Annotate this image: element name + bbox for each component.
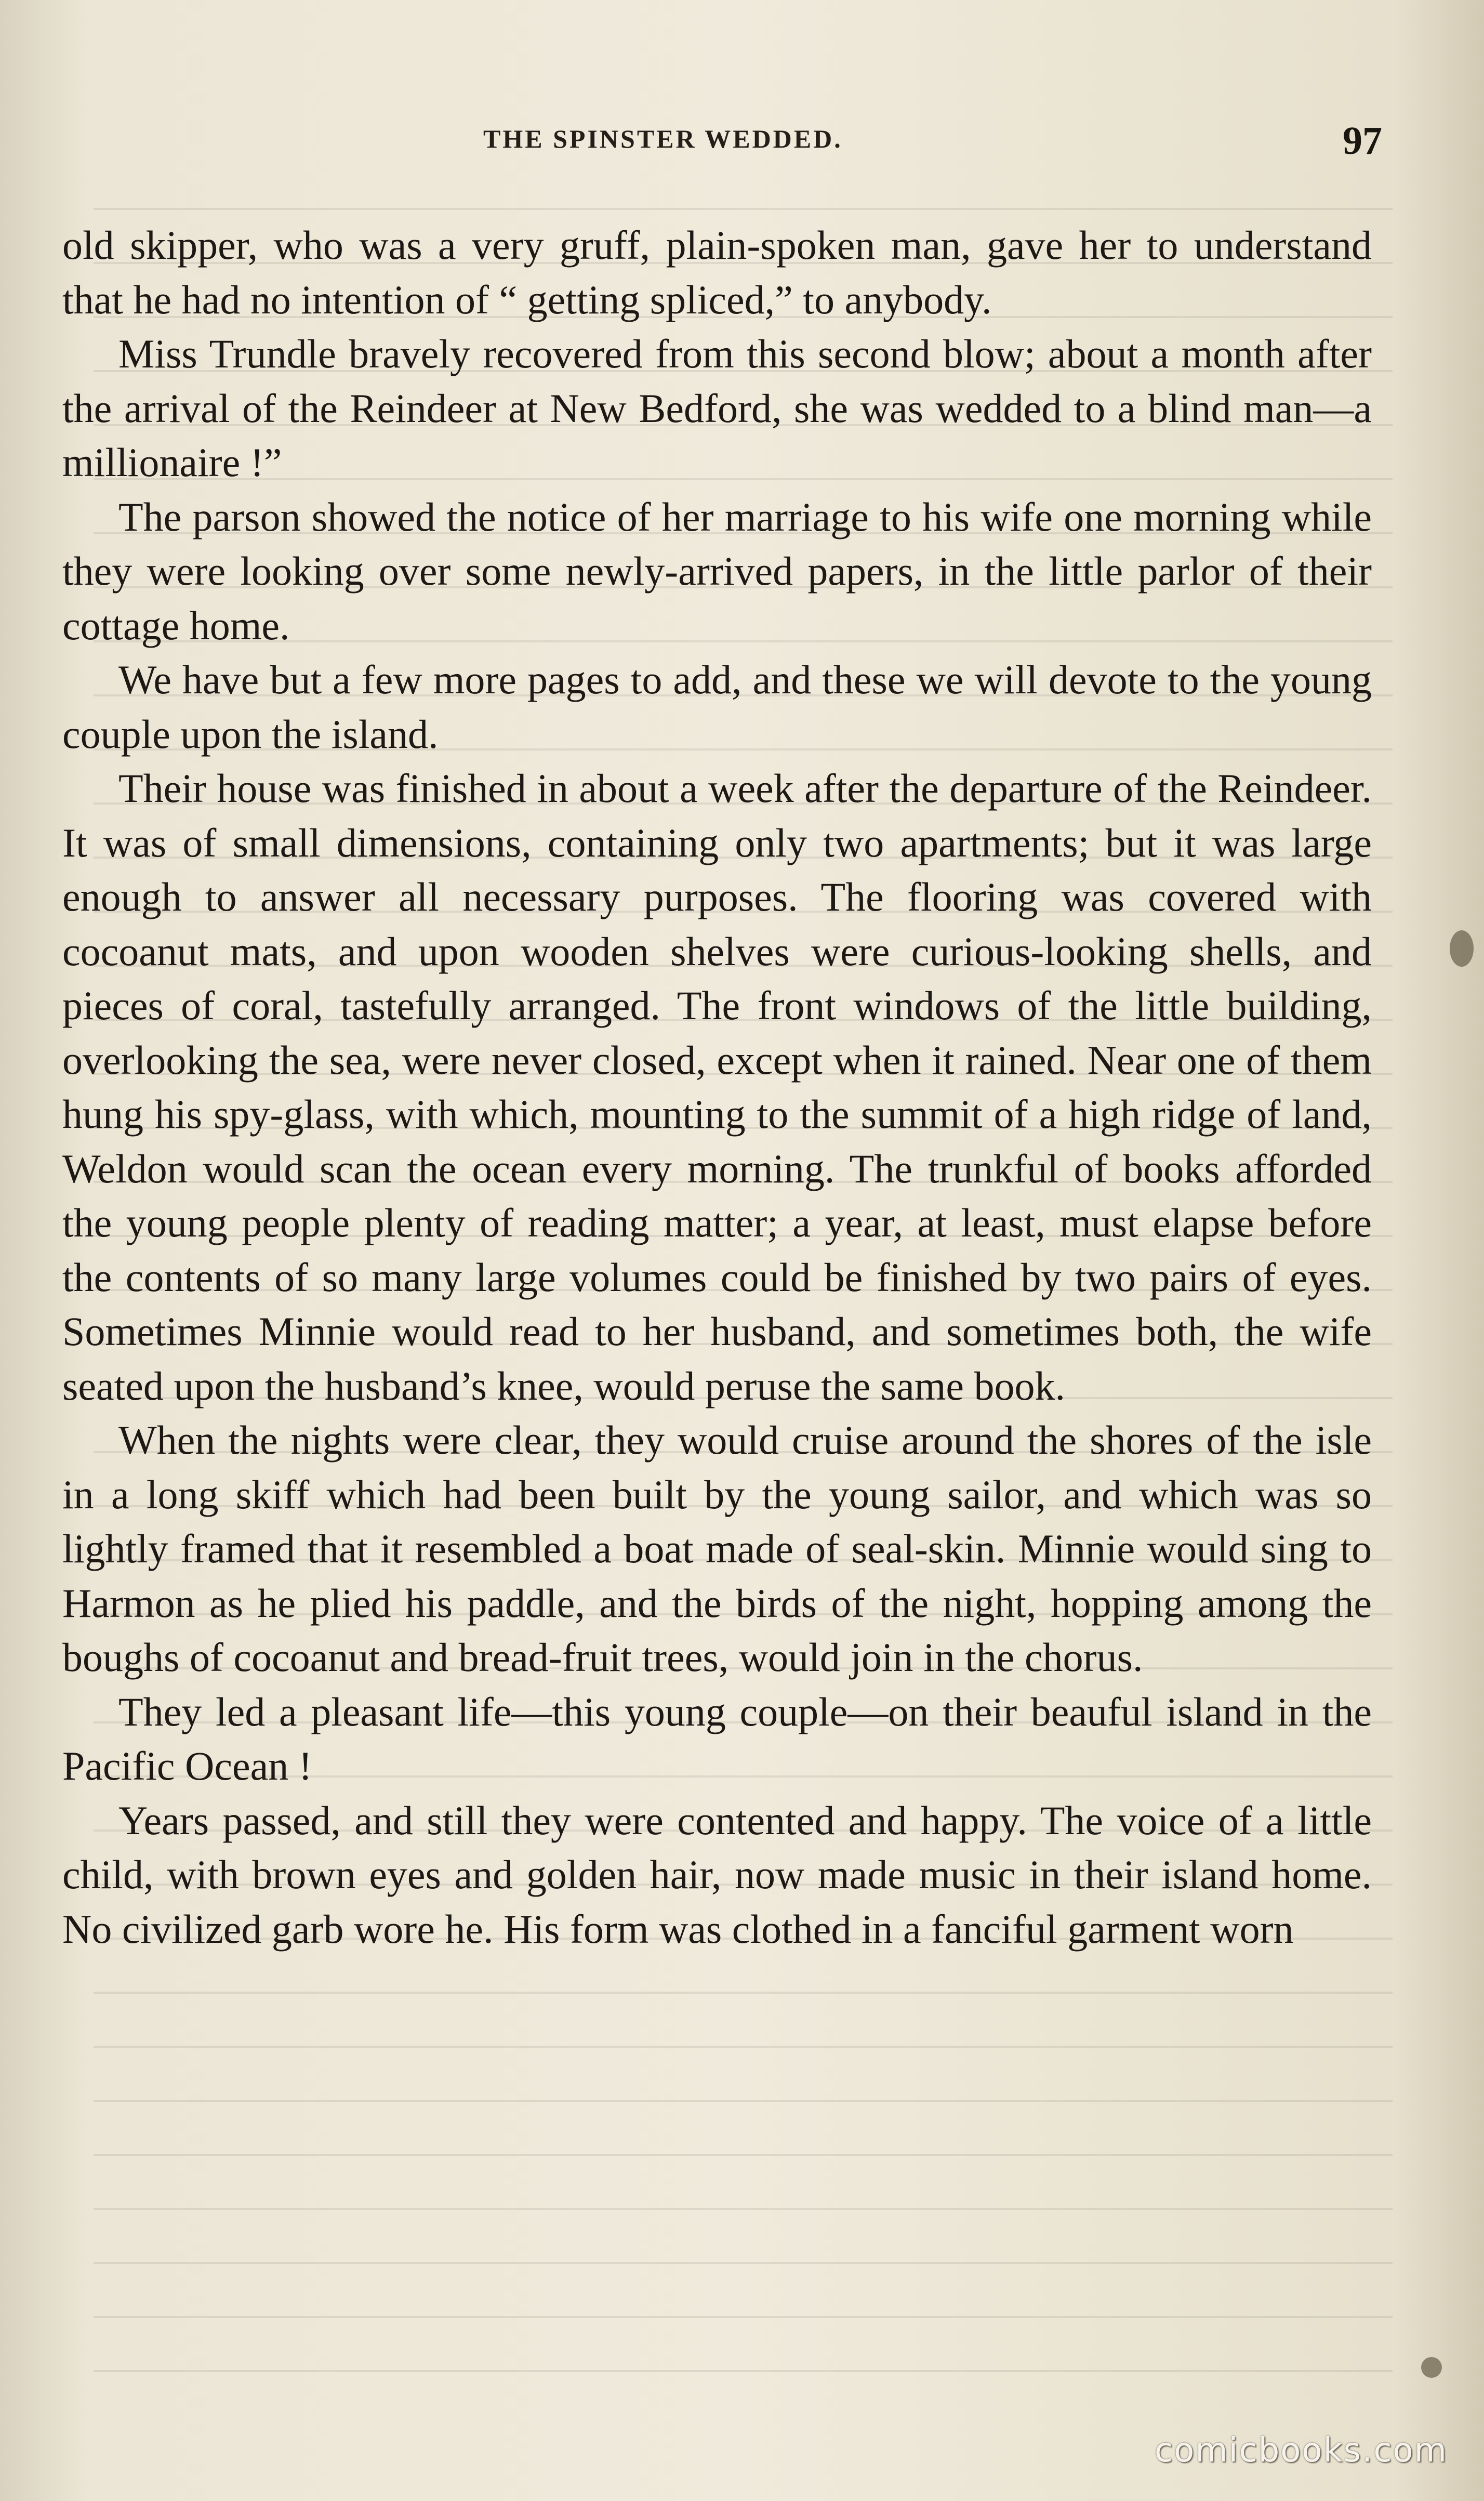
ink-blot xyxy=(1421,2357,1442,2378)
paragraph: Years passed, and still they were contented and happy. The voice of a little child, with brown eyes and golden hair, now made music in their island home. No civilized garb wore he. His form was clothed in a fanciful garment worn xyxy=(62,1797,1372,1952)
running-title: THE SPINSTER WEDDED. xyxy=(483,124,843,153)
paragraph: Their house was finished in about a week after the departure of the Reindeer. It was of small dimensions, containing only two apartments; but it was large enough to answer all necessary purposes. The flooring was covered with cocoanut mats, and upon wooden shelves were curious-looking shells, and pieces of coral, tastefully arranged. The front windows of the little building, overlooking the sea, were never closed, except when it rained. Near one of them hung his spy-glass, with which, mounting to the summit of a high ridge of land, Weldon would scan the ocean every morning. The trunkful of books afforded the young people plenty of reading matter; a year, at least, must elapse before the contents of so many large volumes could be finished by two pairs of eyes. Sometimes Minnie would read to her husband, and sometimes both, the wife seated upon the husband’s knee, would peruse the same book. xyxy=(62,766,1372,1409)
ink-blot xyxy=(1450,930,1474,967)
paragraph: old skipper, who was a very gruff, plain-spoken man, gave her to understand that he had no intention of “ getting spliced,” to anybody. xyxy=(62,222,1372,322)
page-number: 97 xyxy=(1343,119,1382,163)
paragraph: The parson showed the notice of her marriage to his wife one morning while they were looking over some newly-arrived papers, in the little parlor of their cottage home. xyxy=(62,494,1372,648)
paragraph: We have but a few more pages to add, and these we will devote to the young couple upon the island. xyxy=(62,657,1372,757)
paragraph: Miss Trundle bravely recovered from this second blow; about a month after the arrival of the Reindeer at New Bedford, she was wedded to a blind man—a millionaire !” xyxy=(62,331,1372,485)
watermark: comicbooks.com xyxy=(1154,2431,1448,2470)
body-text xyxy=(62,218,1372,1956)
page-header xyxy=(57,119,1387,165)
paragraph: When the nights were clear, they would cruise around the shores of the isle in a long skiff which had been built by the young sailor, and which was so lightly framed that it resembled a boat made of seal-skin. Minnie would sing to Harmon as he plied his paddle, and the birds of the night, hopping among the boughs of cocoanut and bread-fruit trees, would join in the chorus. xyxy=(62,1417,1372,1680)
paragraph: They led a pleasant life—this young couple—on their beauful island in the Pacific Ocean ! xyxy=(62,1689,1372,1788)
